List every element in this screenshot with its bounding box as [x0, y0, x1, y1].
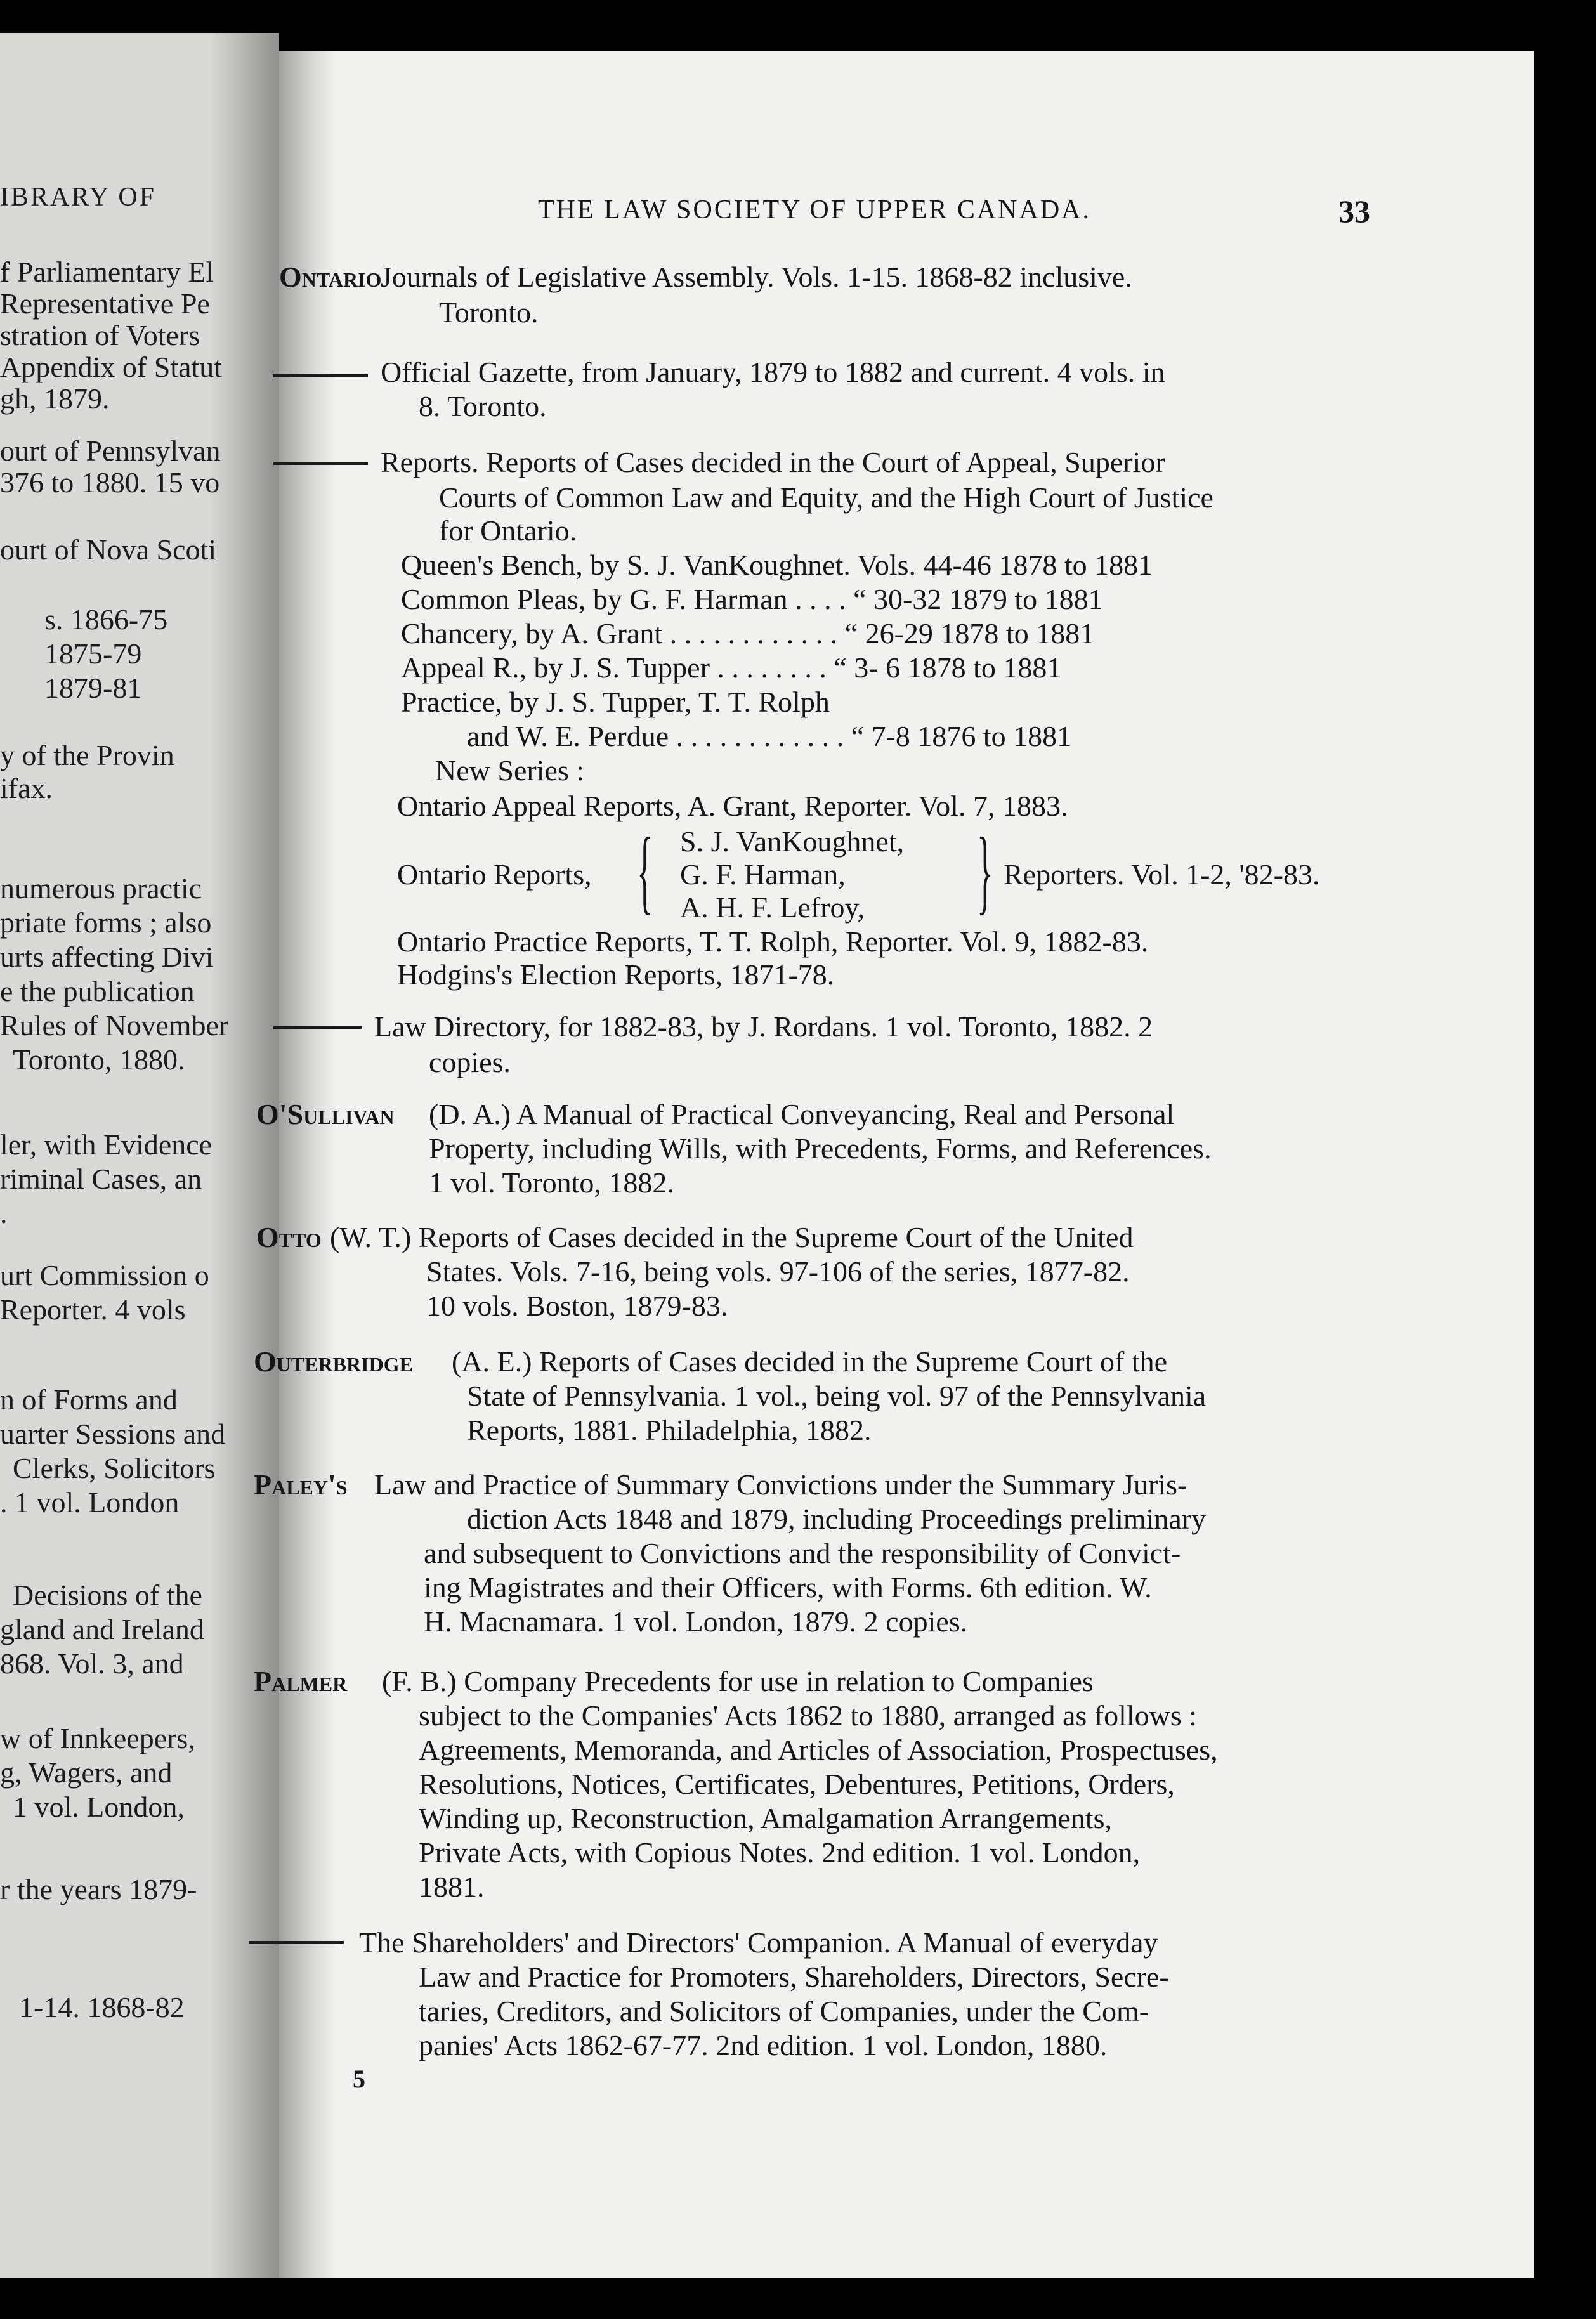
entry-text: Resolutions, Notices, Certificates, Debentures, Petitions, Orders,: [419, 1768, 1175, 1800]
left-fragment: ler, with Evidence: [0, 1128, 213, 1161]
left-fragment: 1 vol. London,: [13, 1791, 185, 1823]
left-fragment: urt Commission o: [0, 1259, 209, 1291]
entry-text: Agreements, Memoranda, and Articles of Association, Prospectuses,: [419, 1734, 1218, 1766]
left-fragment: uarter Sessions and: [0, 1418, 226, 1450]
entry-text: (A. E.) Reports of Cases decided in the Supreme Court of the: [452, 1345, 1168, 1378]
entry-text: diction Acts 1848 and 1879, including Proceedings preliminary: [467, 1503, 1207, 1535]
entry-text: Official Gazette, from January, 1879 to 1882 and current. 4 vols. in: [381, 356, 1165, 388]
left-fragment: g, Wagers, and: [0, 1756, 173, 1789]
entry-text: for Ontario.: [439, 514, 577, 547]
ditto-dash: [249, 1941, 344, 1944]
entry-text: Reports. Reports of Cases decided in the Court of Appeal, Superior: [381, 446, 1165, 478]
left-fragment: Appendix of Statut: [0, 351, 223, 383]
left-fragment: . 1 vol. London: [0, 1486, 180, 1519]
report-row: Practice, by J. S. Tupper, T. T. Rolph: [401, 686, 830, 718]
entry-heading-palmer: Palmer: [254, 1665, 348, 1697]
entry-text: Law Directory, for 1882-83, by J. Rordans. 1 vol. Toronto, 1882. 2: [374, 1010, 1153, 1043]
left-fragment: .: [0, 1197, 8, 1229]
entry-text: Ontario Reports,: [397, 858, 592, 891]
report-row: Chancery, by A. Grant . . . . . . . . . . . . “ 26-29 1878 to 1881: [401, 617, 1095, 650]
left-fragment: n of Forms and: [0, 1383, 178, 1416]
entry-text: Property, including Wills, with Precedents, Forms, and References.: [429, 1132, 1212, 1165]
left-fragment: s. 1866-75: [44, 603, 168, 636]
left-fragment: stration of Voters: [0, 319, 200, 351]
report-row: Appeal R., by J. S. Tupper . . . . . . . . “ 3- 6 1878 to 1881: [401, 651, 1062, 684]
left-fragment: ifax.: [0, 772, 53, 804]
entry-text: ing Magistrates and their Officers, with Forms. 6th edition. W.: [424, 1571, 1152, 1604]
entry-text: The Shareholders' and Directors' Companion. A Manual of everyday: [359, 1926, 1158, 1959]
reporter-name: G. F. Harman,: [680, 858, 846, 891]
entry-text: H. Macnamara. 1 vol. London, 1879. 2 copies.: [424, 1605, 968, 1638]
ditto-dash: [273, 374, 368, 377]
entry-text: (D. A.) A Manual of Practical Conveyancing, Real and Personal: [429, 1098, 1175, 1130]
left-fragment: ourt of Nova Scoti: [0, 533, 217, 566]
left-fragment: Reporter. 4 vols: [0, 1293, 186, 1326]
entry-text: panies' Acts 1862-67-77. 2nd edition. 1 vol. London, 1880.: [419, 2029, 1108, 2061]
entry-heading-outerbridge: Outerbridge: [254, 1345, 413, 1378]
entry-text: Journals of Legislative Assembly. Vols. 1-15. 1868-82 inclusive.: [381, 261, 1132, 293]
left-brace-icon: {: [637, 818, 653, 924]
entry-heading-otto: Otto: [256, 1221, 322, 1253]
entry-text: New Series :: [435, 754, 585, 787]
entry-heading-osullivan: O'Sullivan: [256, 1098, 395, 1130]
left-fragment: y of the Provin: [0, 739, 174, 771]
entry-text: 10 vols. Boston, 1879-83.: [426, 1290, 728, 1322]
entry-text: Hodgins's Election Reports, 1871-78.: [397, 958, 835, 991]
left-fragment: 376 to 1880. 15 vo: [0, 466, 220, 499]
left-fragment: r the years 1879-: [0, 1873, 197, 1905]
report-row: and W. E. Perdue . . . . . . . . . . . . “ 7-8 1876 to 1881: [467, 720, 1072, 752]
entry-text: Law and Practice of Summary Convictions under the Summary Juris-: [374, 1468, 1187, 1501]
left-page-fragment: [0, 33, 279, 2278]
entry-heading-ontario: Ontario: [279, 261, 382, 293]
report-row: Common Pleas, by G. F. Harman . . . . “ 30-32 1879 to 1881: [401, 583, 1103, 615]
entry-text: 1881.: [419, 1871, 485, 1903]
entry-text: 8. Toronto.: [419, 390, 547, 422]
entry-text: copies.: [429, 1046, 511, 1078]
running-header: THE LAW SOCIETY OF UPPER CANADA.: [538, 195, 1091, 225]
entry-text: Ontario Practice Reports, T. T. Rolph, Reporter. Vol. 9, 1882-83.: [397, 925, 1149, 958]
entry-text: Courts of Common Law and Equity, and the High Court of Justice: [439, 481, 1213, 514]
entry-text: and subsequent to Convictions and the responsibility of Convict-: [424, 1537, 1181, 1569]
entry-text: State of Pennsylvania. 1 vol., being vol. 97 of the Pennsylvania: [467, 1380, 1207, 1412]
right-brace-icon: }: [977, 818, 993, 924]
left-fragment: ourt of Pennsylvan: [0, 434, 221, 467]
entry-text: Private Acts, with Copious Notes. 2nd edition. 1 vol. London,: [419, 1836, 1141, 1869]
entry-text: taries, Creditors, and Solicitors of Companies, under the Com-: [419, 1995, 1149, 2027]
reporter-name: S. J. VanKoughnet,: [680, 825, 905, 858]
entry-text: Winding up, Reconstruction, Amalgamation Arrangements,: [419, 1802, 1112, 1834]
signature-mark: 5: [353, 2065, 365, 2093]
ditto-dash: [273, 1026, 362, 1029]
left-fragment: w of Innkeepers,: [0, 1722, 195, 1754]
entry-text: 1 vol. Toronto, 1882.: [429, 1166, 674, 1199]
left-fragment: gland and Ireland: [0, 1613, 204, 1645]
left-fragment: Clerks, Solicitors: [13, 1452, 216, 1484]
left-fragment: urts affecting Divi: [0, 941, 214, 973]
left-fragment: Decisions of the: [13, 1579, 202, 1611]
entry-text: (W. T.) Reports of Cases decided in the Supreme Court of the United: [330, 1221, 1134, 1253]
entry-text: Toronto.: [439, 296, 539, 329]
left-fragment: riminal Cases, an: [0, 1163, 202, 1195]
entry-text: Reporters. Vol. 1-2, '82-83.: [1004, 858, 1320, 891]
left-fragment: priate forms ; also: [0, 906, 212, 939]
entry-text: (F. B.) Company Precedents for use in relation to Companies: [382, 1665, 1094, 1697]
ditto-dash: [273, 462, 368, 465]
left-page-header: IBRARY OF: [0, 183, 157, 212]
left-fragment: 1875-79: [44, 637, 142, 670]
page-number: 33: [1338, 193, 1370, 229]
right-page-gutter-shadow: [279, 51, 336, 2278]
entry-text: Ontario Appeal Reports, A. Grant, Reporter. Vol. 7, 1883.: [397, 790, 1068, 822]
left-fragment: e the publication: [0, 975, 195, 1007]
left-fragment: Toronto, 1880.: [13, 1043, 185, 1076]
entry-heading-paley: Paley's: [254, 1468, 348, 1501]
entry-text: Law and Practice for Promoters, Shareholders, Directors, Secre-: [419, 1961, 1169, 1993]
left-fragment: Rules of November: [0, 1009, 229, 1042]
reporter-name: A. H. F. Lefroy,: [680, 891, 865, 924]
left-fragment: 868. Vol. 3, and: [0, 1647, 184, 1680]
left-fragment: 1-14. 1868-82: [19, 1991, 185, 2023]
left-fragment: gh, 1879.: [0, 382, 110, 415]
left-fragment: 1879-81: [44, 672, 142, 704]
left-fragment: f Parliamentary El: [0, 256, 214, 288]
entry-text: States. Vols. 7-16, being vols. 97-106 of the series, 1877-82.: [426, 1255, 1130, 1288]
report-row: Queen's Bench, by S. J. VanKoughnet. Vols. 44-46 1878 to 1881: [401, 549, 1153, 581]
entry-text: subject to the Companies' Acts 1862 to 1880, arranged as follows :: [419, 1699, 1198, 1732]
left-fragment: numerous practic: [0, 872, 202, 905]
entry-text: Reports, 1881. Philadelphia, 1882.: [467, 1414, 872, 1446]
left-fragment: Representative Pe: [0, 287, 210, 320]
